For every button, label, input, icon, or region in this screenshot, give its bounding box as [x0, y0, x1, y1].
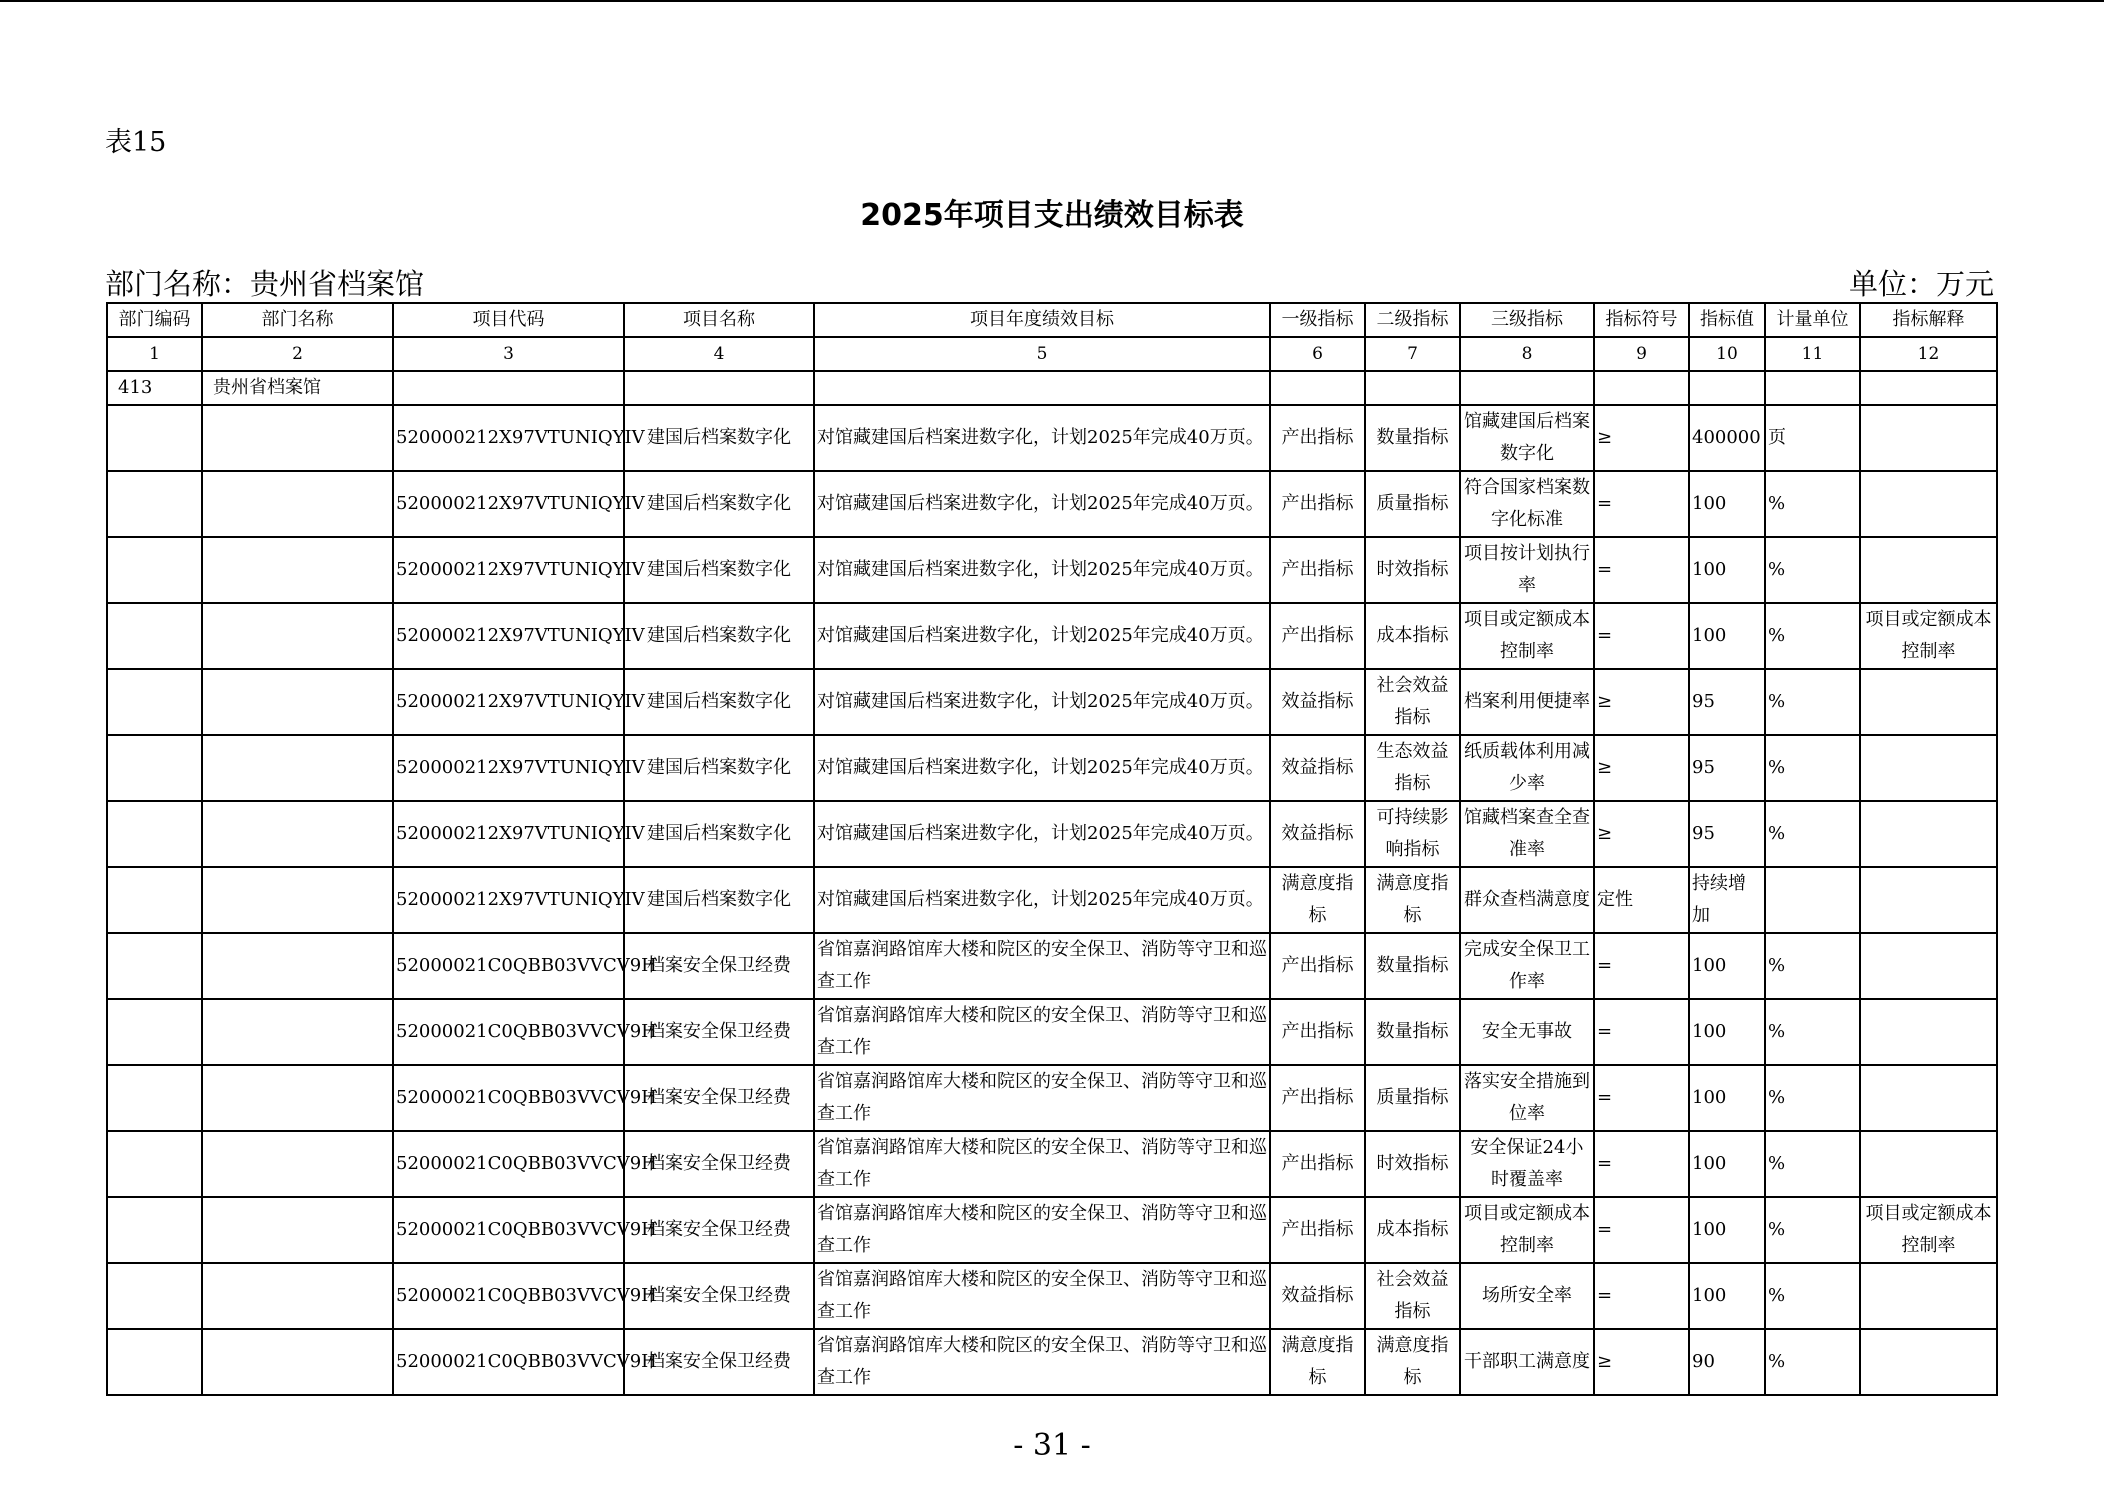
table-row: [107, 603, 1997, 669]
project-name: 档案安全保卫经费: [624, 1197, 814, 1263]
level1-indicator: 效益指标: [1270, 1263, 1365, 1329]
table-row: [107, 1263, 1997, 1329]
measurement-unit: 页: [1765, 405, 1860, 471]
indicator-symbol: =: [1594, 603, 1689, 669]
project-code: 520000212X97VTUNIQYIV: [393, 471, 624, 537]
empty-cell: [202, 735, 393, 801]
level2-indicator: 满意度指标: [1365, 867, 1460, 933]
empty-cell: [202, 603, 393, 669]
header-cell: 项目代码: [393, 303, 624, 337]
department-label: 部门名称：贵州省档案馆: [105, 267, 425, 301]
level1-indicator: 产出指标: [1270, 405, 1365, 471]
table-row: [107, 867, 1997, 933]
indicator-symbol: =: [1594, 471, 1689, 537]
level3-indicator: 项目或定额成本控制率: [1460, 1197, 1594, 1263]
project-name: 档案安全保卫经费: [624, 1065, 814, 1131]
project-code: 52000021C0QBB03VVCV9H: [393, 1263, 624, 1329]
indicator-value: 100: [1689, 603, 1765, 669]
project-code: 52000021C0QBB03VVCV9H: [393, 1197, 624, 1263]
empty-cell: [107, 1263, 202, 1329]
level2-indicator: 时效指标: [1365, 1131, 1460, 1197]
measurement-unit: %: [1765, 933, 1860, 999]
indicator-value: 100: [1689, 1197, 1765, 1263]
column-number-cell: 12: [1860, 337, 1997, 371]
empty-cell: [107, 1197, 202, 1263]
header-cell: 指标解释: [1860, 303, 1997, 337]
indicator-explanation: [1860, 669, 1997, 735]
indicator-explanation: [1860, 999, 1997, 1065]
project-code: 520000212X97VTUNIQYIV: [393, 537, 624, 603]
table-row: [107, 1065, 1997, 1131]
indicator-explanation: 项目或定额成本控制率: [1860, 1197, 1997, 1263]
measurement-unit: %: [1765, 537, 1860, 603]
level2-indicator: 社会效益指标: [1365, 1263, 1460, 1329]
header-cell: 项目年度绩效目标: [814, 303, 1270, 337]
indicator-explanation: [1860, 405, 1997, 471]
indicator-value: 100: [1689, 933, 1765, 999]
header-cell: 三级指标: [1460, 303, 1594, 337]
table-row: [107, 669, 1997, 735]
indicator-explanation: [1860, 735, 1997, 801]
indicator-symbol: ≥: [1594, 669, 1689, 735]
table-row: [107, 933, 1997, 999]
table-row: [107, 471, 1997, 537]
level1-indicator: 产出指标: [1270, 537, 1365, 603]
level1-indicator: 产出指标: [1270, 1065, 1365, 1131]
empty-cell: [107, 999, 202, 1065]
level3-indicator: 档案利用便捷率: [1460, 669, 1594, 735]
empty-cell: [107, 405, 202, 471]
document-title: 2025年项目支出绩效目标表: [860, 198, 1244, 233]
measurement-unit: %: [1765, 471, 1860, 537]
indicator-explanation: [1860, 1263, 1997, 1329]
project-annual-goal: 省馆嘉润路馆库大楼和院区的安全保卫、消防等守卫和巡查工作: [814, 1131, 1270, 1197]
column-number-cell: 7: [1365, 337, 1460, 371]
project-code: 520000212X97VTUNIQYIV: [393, 405, 624, 471]
level1-indicator: 产出指标: [1270, 1197, 1365, 1263]
column-number-cell: 11: [1765, 337, 1860, 371]
project-name: 建国后档案数字化: [624, 537, 814, 603]
empty-cell: [202, 471, 393, 537]
project-annual-goal: 省馆嘉润路馆库大楼和院区的安全保卫、消防等守卫和巡查工作: [814, 1329, 1270, 1395]
table-row: [107, 1329, 1997, 1395]
table-row: [107, 801, 1997, 867]
table-row: [107, 999, 1997, 1065]
column-number-cell: 1: [107, 337, 202, 371]
level1-indicator: 满意度指标: [1270, 1329, 1365, 1395]
project-annual-goal: 省馆嘉润路馆库大楼和院区的安全保卫、消防等守卫和巡查工作: [814, 1197, 1270, 1263]
measurement-unit: [1765, 867, 1860, 933]
level2-indicator: 成本指标: [1365, 603, 1460, 669]
project-name: 建国后档案数字化: [624, 735, 814, 801]
project-annual-goal: 对馆藏建国后档案进数字化，计划2025年完成40万页。: [814, 471, 1270, 537]
indicator-symbol: ≥: [1594, 735, 1689, 801]
project-name: 建国后档案数字化: [624, 603, 814, 669]
level3-indicator: 纸质载体利用减少率: [1460, 735, 1594, 801]
department-row: [107, 371, 1997, 405]
level1-indicator: 效益指标: [1270, 669, 1365, 735]
performance-target-table: [106, 302, 1998, 1396]
indicator-explanation: [1860, 933, 1997, 999]
column-number-cell: 6: [1270, 337, 1365, 371]
department-name: 贵州省档案馆: [202, 371, 393, 405]
indicator-value: 100: [1689, 1065, 1765, 1131]
level3-indicator: 场所安全率: [1460, 1263, 1594, 1329]
project-annual-goal: 对馆藏建国后档案进数字化，计划2025年完成40万页。: [814, 735, 1270, 801]
project-code: 520000212X97VTUNIQYIV: [393, 603, 624, 669]
project-code: 52000021C0QBB03VVCV9H: [393, 1065, 624, 1131]
indicator-symbol: =: [1594, 1263, 1689, 1329]
empty-cell: [202, 669, 393, 735]
level2-indicator: 生态效益指标: [1365, 735, 1460, 801]
page-number: - 31 -: [1013, 1428, 1091, 1463]
empty-cell: [107, 1065, 202, 1131]
column-number-row: [107, 337, 1997, 371]
project-code: 52000021C0QBB03VVCV9H: [393, 1131, 624, 1197]
project-annual-goal: 对馆藏建国后档案进数字化，计划2025年完成40万页。: [814, 801, 1270, 867]
project-annual-goal: 对馆藏建国后档案进数字化，计划2025年完成40万页。: [814, 537, 1270, 603]
indicator-value: 100: [1689, 1263, 1765, 1329]
project-annual-goal: 省馆嘉润路馆库大楼和院区的安全保卫、消防等守卫和巡查工作: [814, 933, 1270, 999]
project-name: 档案安全保卫经费: [624, 933, 814, 999]
project-name: 建国后档案数字化: [624, 471, 814, 537]
measurement-unit: %: [1765, 801, 1860, 867]
column-number-cell: 4: [624, 337, 814, 371]
empty-cell: [202, 801, 393, 867]
project-code: 52000021C0QBB03VVCV9H: [393, 933, 624, 999]
empty-cell: [202, 1329, 393, 1395]
level3-indicator: 完成安全保卫工作率: [1460, 933, 1594, 999]
empty-cell: [107, 1329, 202, 1395]
project-name: 建国后档案数字化: [624, 405, 814, 471]
project-annual-goal: 省馆嘉润路馆库大楼和院区的安全保卫、消防等守卫和巡查工作: [814, 1263, 1270, 1329]
table-row: [107, 1131, 1997, 1197]
level2-indicator: 社会效益指标: [1365, 669, 1460, 735]
measurement-unit: %: [1765, 999, 1860, 1065]
indicator-symbol: ≥: [1594, 1329, 1689, 1395]
indicator-value: 持续增加: [1689, 867, 1765, 933]
empty-cell: [202, 867, 393, 933]
level1-indicator: 满意度指标: [1270, 867, 1365, 933]
level3-indicator: 落实安全措施到位率: [1460, 1065, 1594, 1131]
level2-indicator: 数量指标: [1365, 999, 1460, 1065]
level2-indicator: 满意度指标: [1365, 1329, 1460, 1395]
column-number-cell: 2: [202, 337, 393, 371]
project-name: 档案安全保卫经费: [624, 1263, 814, 1329]
empty-cell: [107, 471, 202, 537]
empty-cell: [202, 1131, 393, 1197]
measurement-unit: %: [1765, 669, 1860, 735]
column-number-cell: 10: [1689, 337, 1765, 371]
empty-cell: [107, 933, 202, 999]
level3-indicator: 项目或定额成本控制率: [1460, 603, 1594, 669]
level2-indicator: 时效指标: [1365, 537, 1460, 603]
unit-label: 单位：万元: [1848, 267, 1994, 301]
indicator-value: 90: [1689, 1329, 1765, 1395]
level3-indicator: 干部职工满意度: [1460, 1329, 1594, 1395]
indicator-value: 95: [1689, 735, 1765, 801]
level3-indicator: 安全无事故: [1460, 999, 1594, 1065]
indicator-symbol: =: [1594, 537, 1689, 603]
level2-indicator: 数量指标: [1365, 933, 1460, 999]
indicator-value: 100: [1689, 471, 1765, 537]
header-cell: 计量单位: [1765, 303, 1860, 337]
level3-indicator: 馆藏建国后档案数字化: [1460, 405, 1594, 471]
project-code: 52000021C0QBB03VVCV9H: [393, 1329, 624, 1395]
level1-indicator: 产出指标: [1270, 603, 1365, 669]
indicator-explanation: 项目或定额成本控制率: [1860, 603, 1997, 669]
empty-cell: [107, 537, 202, 603]
project-annual-goal: 省馆嘉润路馆库大楼和院区的安全保卫、消防等守卫和巡查工作: [814, 999, 1270, 1065]
indicator-symbol: ≥: [1594, 405, 1689, 471]
project-annual-goal: 省馆嘉润路馆库大楼和院区的安全保卫、消防等守卫和巡查工作: [814, 1065, 1270, 1131]
indicator-value: 100: [1689, 537, 1765, 603]
level3-indicator: 馆藏档案查全查准率: [1460, 801, 1594, 867]
department-code: 413: [107, 371, 202, 405]
table-row: [107, 1197, 1997, 1263]
indicator-explanation: [1860, 867, 1997, 933]
table-row: [107, 537, 1997, 603]
level2-indicator: 质量指标: [1365, 471, 1460, 537]
measurement-unit: %: [1765, 603, 1860, 669]
measurement-unit: %: [1765, 1263, 1860, 1329]
measurement-unit: %: [1765, 1329, 1860, 1395]
level3-indicator: 群众查档满意度: [1460, 867, 1594, 933]
project-code: 520000212X97VTUNIQYIV: [393, 867, 624, 933]
empty-cell: [107, 669, 202, 735]
empty-cell: [202, 1197, 393, 1263]
measurement-unit: %: [1765, 1131, 1860, 1197]
level1-indicator: 产出指标: [1270, 999, 1365, 1065]
header-cell: 部门编码: [107, 303, 202, 337]
level2-indicator: 质量指标: [1365, 1065, 1460, 1131]
measurement-unit: %: [1765, 735, 1860, 801]
project-code: 520000212X97VTUNIQYIV: [393, 801, 624, 867]
empty-cell: [202, 405, 393, 471]
empty-cell: [107, 801, 202, 867]
empty-cell: [202, 999, 393, 1065]
indicator-symbol: =: [1594, 1197, 1689, 1263]
header-cell: 指标值: [1689, 303, 1765, 337]
indicator-explanation: [1860, 1329, 1997, 1395]
top-border-line: [0, 0, 2104, 2]
project-name: 建国后档案数字化: [624, 867, 814, 933]
indicator-value: 95: [1689, 669, 1765, 735]
level3-indicator: 符合国家档案数字化标准: [1460, 471, 1594, 537]
level1-indicator: 效益指标: [1270, 735, 1365, 801]
empty-cell: [202, 537, 393, 603]
empty-cell: [107, 867, 202, 933]
level2-indicator: 可持续影响指标: [1365, 801, 1460, 867]
column-number-cell: 8: [1460, 337, 1594, 371]
measurement-unit: %: [1765, 1065, 1860, 1131]
indicator-value: 100: [1689, 1131, 1765, 1197]
header-row: [107, 303, 1997, 337]
project-annual-goal: 对馆藏建国后档案进数字化，计划2025年完成40万页。: [814, 405, 1270, 471]
indicator-explanation: [1860, 537, 1997, 603]
project-annual-goal: 对馆藏建国后档案进数字化，计划2025年完成40万页。: [814, 603, 1270, 669]
level1-indicator: 效益指标: [1270, 801, 1365, 867]
project-name: 档案安全保卫经费: [624, 999, 814, 1065]
indicator-value: 100: [1689, 999, 1765, 1065]
indicator-explanation: [1860, 1131, 1997, 1197]
header-cell: 二级指标: [1365, 303, 1460, 337]
indicator-symbol: =: [1594, 999, 1689, 1065]
indicator-symbol: 定性: [1594, 867, 1689, 933]
table-number: 表15: [105, 127, 167, 158]
empty-cell: [202, 1263, 393, 1329]
project-annual-goal: 对馆藏建国后档案进数字化，计划2025年完成40万页。: [814, 867, 1270, 933]
table-row: [107, 405, 1997, 471]
indicator-symbol: =: [1594, 933, 1689, 999]
level1-indicator: 产出指标: [1270, 471, 1365, 537]
empty-cell: [107, 1131, 202, 1197]
column-number-cell: 9: [1594, 337, 1689, 371]
level2-indicator: 数量指标: [1365, 405, 1460, 471]
project-annual-goal: 对馆藏建国后档案进数字化，计划2025年完成40万页。: [814, 669, 1270, 735]
project-code: 520000212X97VTUNIQYIV: [393, 669, 624, 735]
measurement-unit: %: [1765, 1197, 1860, 1263]
project-code: 52000021C0QBB03VVCV9H: [393, 999, 624, 1065]
indicator-value: 400000: [1689, 405, 1765, 471]
table-row: [107, 735, 1997, 801]
project-name: 档案安全保卫经费: [624, 1329, 814, 1395]
empty-cell: [107, 735, 202, 801]
indicator-explanation: [1860, 801, 1997, 867]
indicator-explanation: [1860, 471, 1997, 537]
project-name: 建国后档案数字化: [624, 669, 814, 735]
level1-indicator: 产出指标: [1270, 933, 1365, 999]
empty-cell: [202, 1065, 393, 1131]
indicator-symbol: ≥: [1594, 801, 1689, 867]
project-name: 建国后档案数字化: [624, 801, 814, 867]
header-cell: 项目名称: [624, 303, 814, 337]
level2-indicator: 成本指标: [1365, 1197, 1460, 1263]
empty-cell: [202, 933, 393, 999]
level3-indicator: 项目按计划执行率: [1460, 537, 1594, 603]
column-number-cell: 5: [814, 337, 1270, 371]
project-code: 520000212X97VTUNIQYIV: [393, 735, 624, 801]
level1-indicator: 产出指标: [1270, 1131, 1365, 1197]
empty-cell: [107, 603, 202, 669]
indicator-symbol: =: [1594, 1131, 1689, 1197]
level3-indicator: 安全保证24小时覆盖率: [1460, 1131, 1594, 1197]
indicator-explanation: [1860, 1065, 1997, 1131]
indicator-symbol: =: [1594, 1065, 1689, 1131]
indicator-value: 95: [1689, 801, 1765, 867]
header-cell: 指标符号: [1594, 303, 1689, 337]
column-number-cell: 3: [393, 337, 624, 371]
project-name: 档案安全保卫经费: [624, 1131, 814, 1197]
header-cell: 一级指标: [1270, 303, 1365, 337]
header-cell: 部门名称: [202, 303, 393, 337]
